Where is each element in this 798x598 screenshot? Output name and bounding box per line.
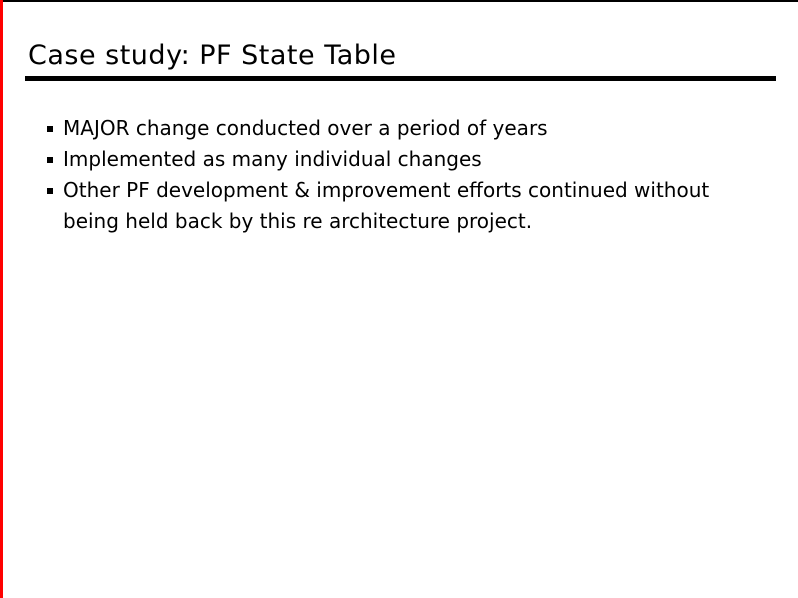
square-bullet-icon [47,126,53,132]
bullet-text: MAJOR change conducted over a period of years [63,116,548,140]
left-accent-border [0,0,3,598]
slide-title: Case study: PF State Table [28,40,397,71]
title-underline-rule [25,76,776,81]
square-bullet-icon [47,157,53,163]
square-bullet-icon [47,188,53,194]
bullet-text-continuation: being held back by this re architecture project. [63,209,533,233]
bullet-list [47,113,747,237]
bullet-item [47,144,747,175]
bullet-item [47,113,747,144]
bullet-text: Other PF development & improvement efforts continued without [63,178,710,202]
top-border-rule [0,0,798,2]
bullet-item [47,175,747,237]
bullet-text: Implemented as many individual changes [63,147,482,171]
